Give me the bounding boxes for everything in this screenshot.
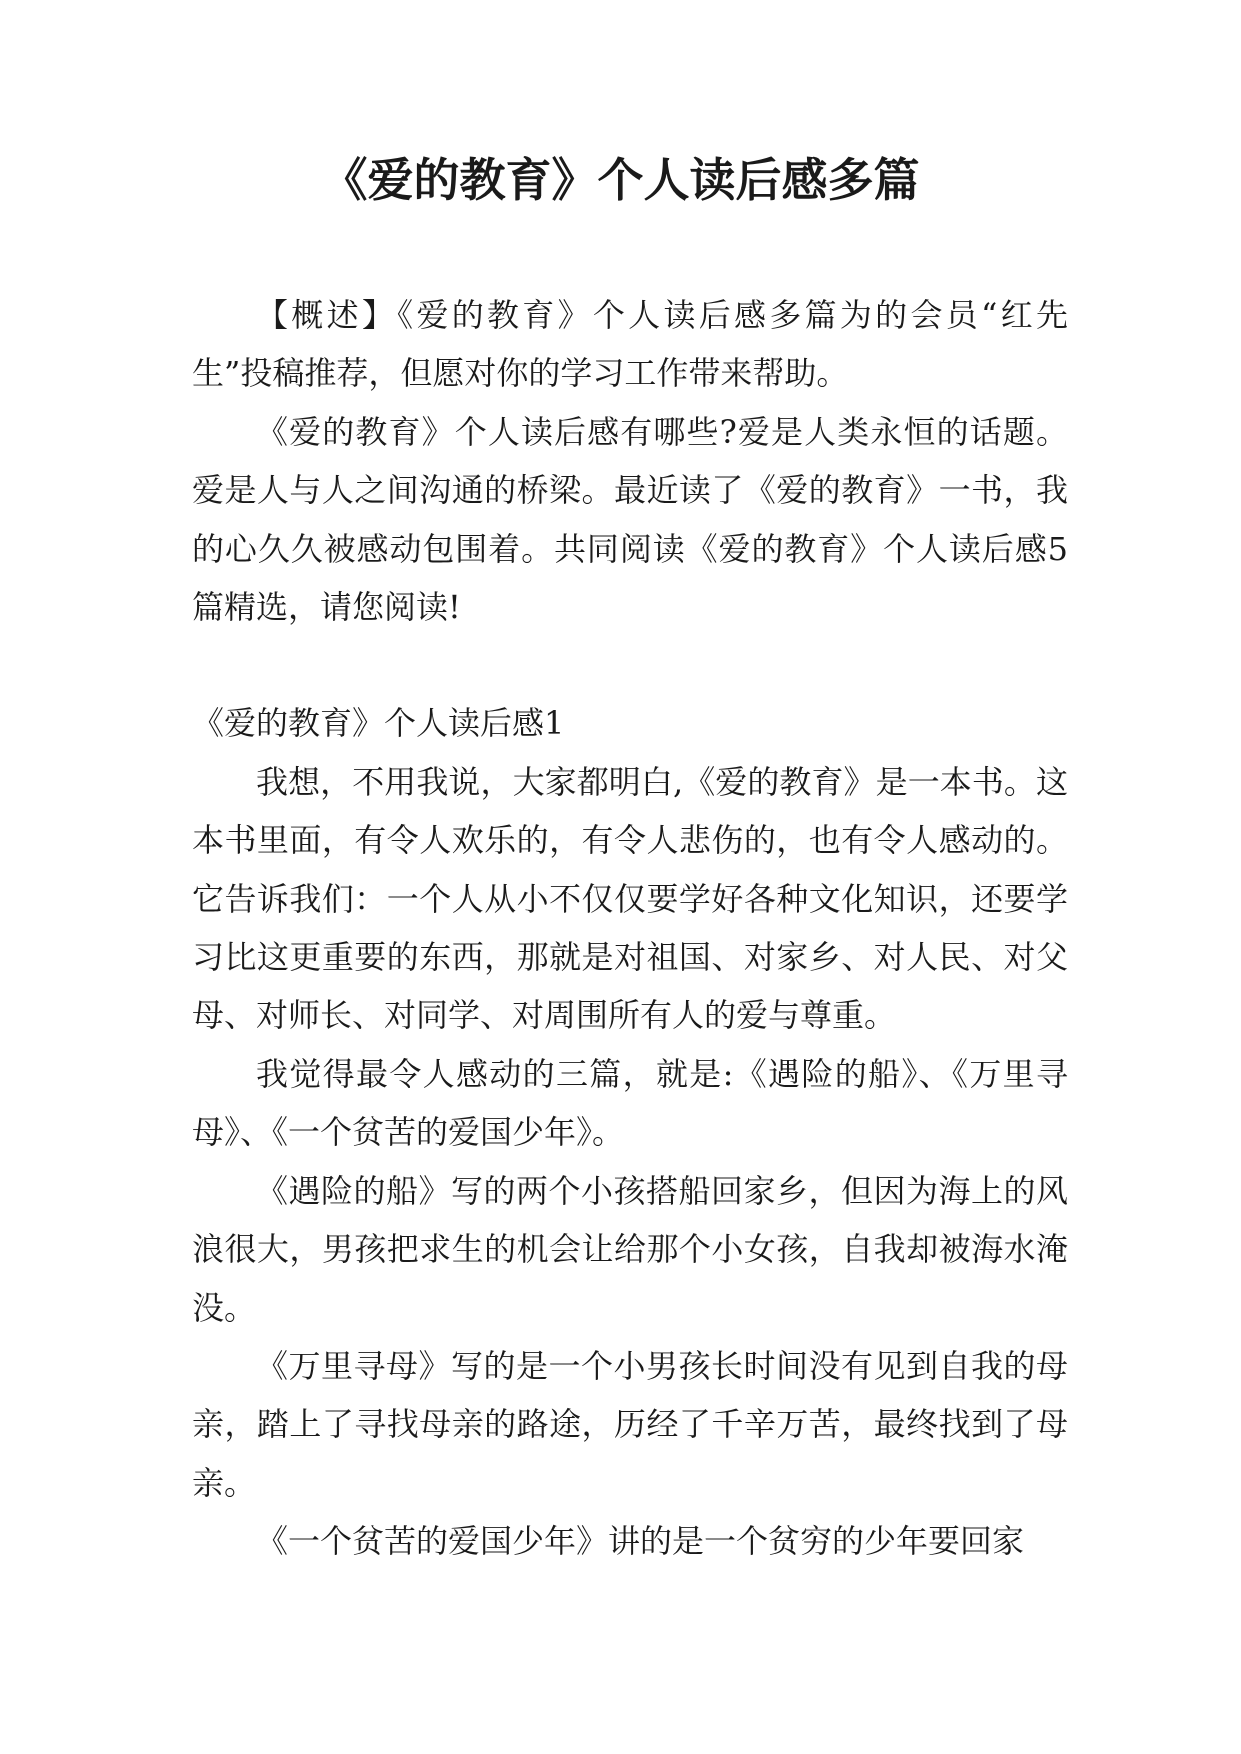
body-paragraph: 《遇险的船》写的两个小孩搭船回家乡，但因为海上的风浪很大，男孩把求生的机会让给那个小女孩，自我却被海水淹没。 (192, 1171, 1068, 1327)
document-title: 《爱的教育》个人读后感多篇 (321, 153, 920, 207)
document-body (192, 286, 1068, 1571)
section-heading: 《爱的教育》个人读后感1 (192, 704, 565, 743)
body-paragraph: 我觉得最令人感动的三篇，就是:《遇险的船》、《万里寻母》、《一个贫苦的爱国少年》。 (192, 1054, 1068, 1152)
intro-paragraph: 《爱的教育》个人读后感有哪些?爱是人类永恒的话题。爱是人与人之间沟通的桥梁。最近读了《爱的教育》一书，我的心久久被感动包围着。共同阅读《爱的教育》个人读后感5篇精选，请您阅读! (192, 412, 1068, 627)
summary-paragraph: 【概述】《爱的教育》个人读后感多篇为的会员“红先生”投稿推荐，但愿对你的学习工作带来帮助。 (192, 296, 1068, 393)
body-paragraph: 《一个贫苦的爱国少年》讲的是一个贫穷的少年要回家 (256, 1522, 1025, 1561)
body-paragraph: 《万里寻母》写的是一个小男孩长时间没有见到自我的母亲，踏上了寻找母亲的路途，历经了千辛万苦，最终找到了母亲。 (192, 1346, 1068, 1502)
section-spacer (192, 636, 1068, 694)
body-paragraph: 我想，不用我说，大家都明白,《爱的教育》是一本书。这本书里面，有令人欢乐的，有令人悲伤的，也有令人感动的。它告诉我们：一个人从小不仅仅要学好各种文化知识，还要学习比这更重要的东西，那就是对祖国、对家乡、对人民、对父母、对师长、对同学、对周围所有人的爱与尊重。 (192, 762, 1068, 1035)
